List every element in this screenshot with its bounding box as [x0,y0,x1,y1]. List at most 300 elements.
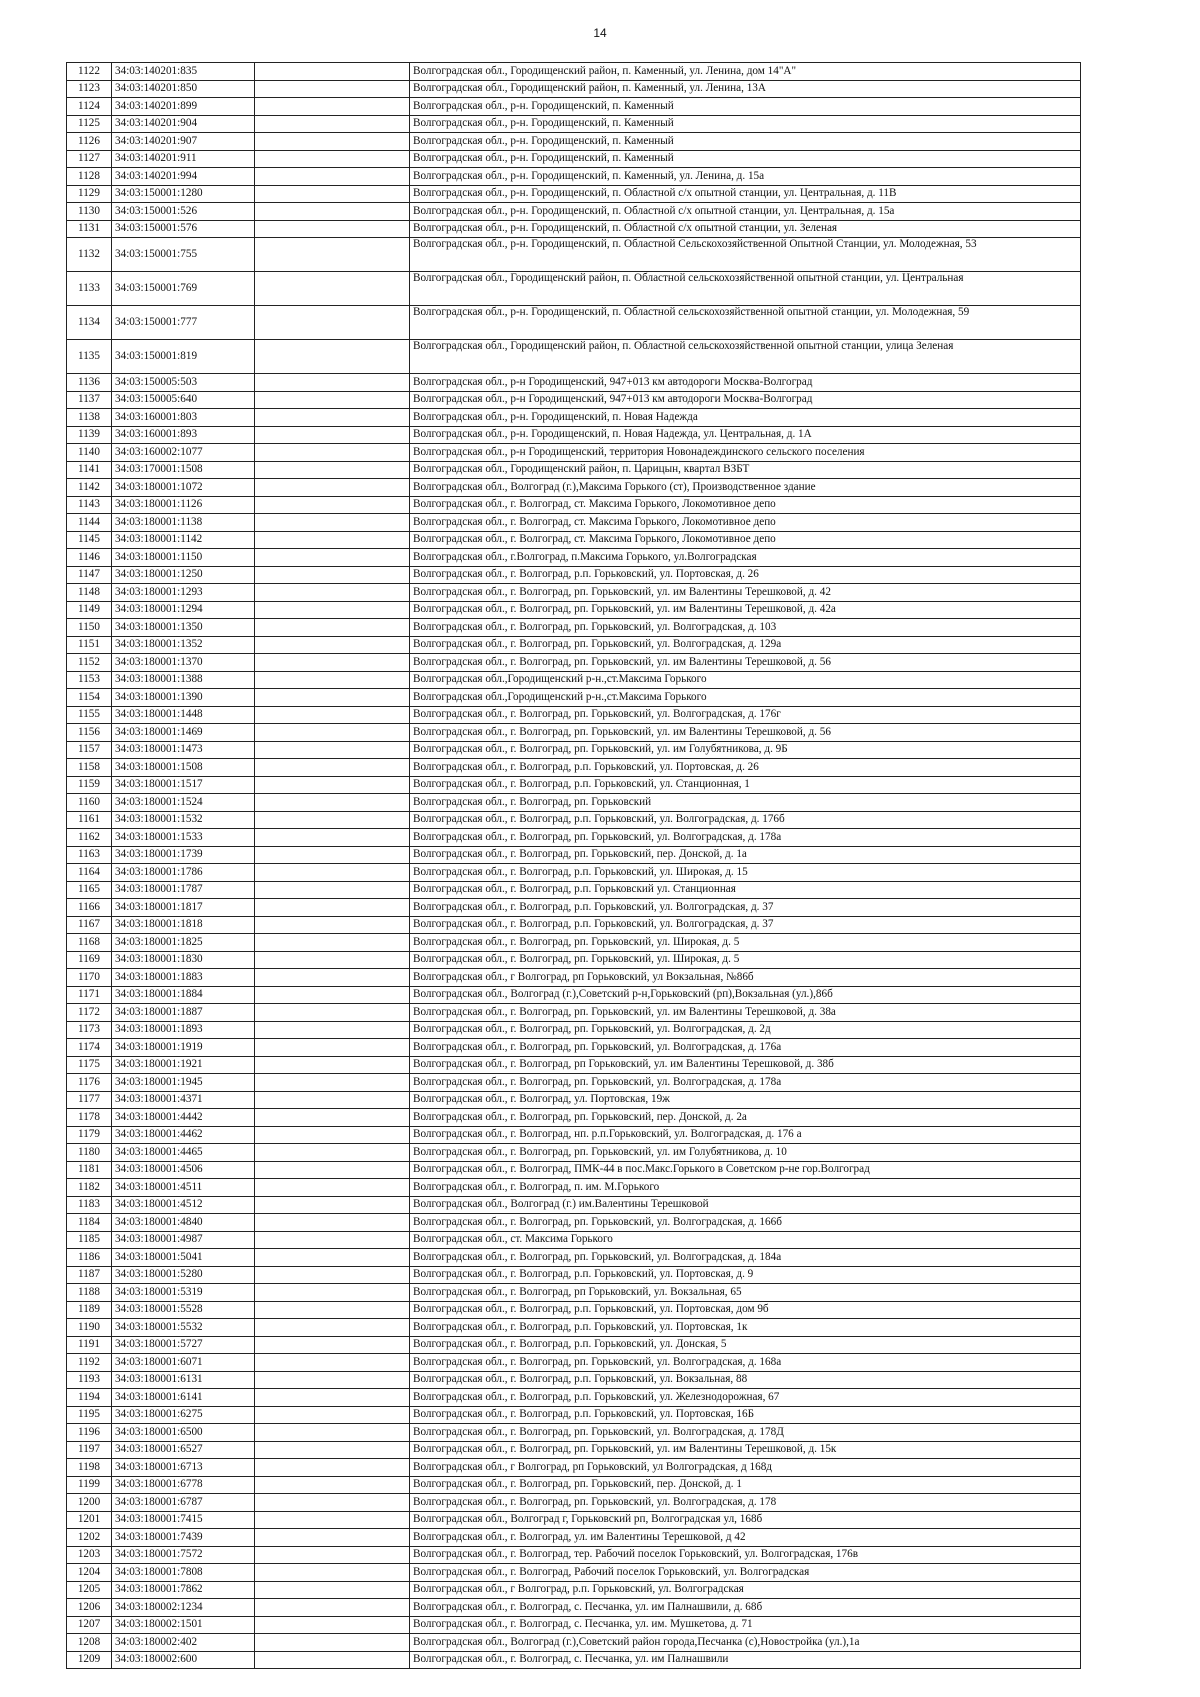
row-number-cell: 1153 [67,671,112,689]
table-row [67,1354,1081,1372]
row-number-cell: 1132 [67,238,112,272]
table-row [67,479,1081,497]
table-row [67,63,1081,81]
empty-cell [255,1441,410,1459]
row-number-cell: 1188 [67,1284,112,1302]
table-row [67,203,1081,221]
cadastral-number-cell: 34:03:140201:850 [112,80,255,98]
address-cell: Волгоградская обл., г. Волгоград, р.п. Горьковский, ул. Железнодорожная, 67 [410,1389,1081,1407]
table-row [67,619,1081,637]
cadastral-number-cell: 34:03:180002:402 [112,1634,255,1652]
address-cell: Волгоградская обл., г.Волгоград, п.Максима Горького, ул.Волгоградская [410,549,1081,567]
table-row [67,496,1081,514]
empty-cell [255,133,410,151]
cadastral-number-cell: 34:03:180001:4840 [112,1214,255,1232]
table-row [67,934,1081,952]
row-number-cell: 1156 [67,724,112,742]
empty-cell [255,881,410,899]
empty-cell [255,1476,410,1494]
row-number-cell: 1184 [67,1214,112,1232]
table-row [67,671,1081,689]
empty-cell [255,80,410,98]
row-number-cell: 1181 [67,1161,112,1179]
cadastral-number-cell: 34:03:140201:907 [112,133,255,151]
row-number-cell: 1180 [67,1144,112,1162]
row-number-cell: 1190 [67,1319,112,1337]
cadastral-number-cell: 34:03:180001:1294 [112,601,255,619]
address-cell: Волгоградская обл., р-н. Городищенский, п. Областной с/х опытной станции, ул. Центральная, д. 15а [410,203,1081,221]
empty-cell [255,811,410,829]
empty-cell [255,1581,410,1599]
row-number-cell: 1191 [67,1336,112,1354]
cadastral-number-cell: 34:03:180001:6778 [112,1476,255,1494]
row-number-cell: 1145 [67,531,112,549]
table-row [67,1021,1081,1039]
row-number-cell: 1170 [67,969,112,987]
address-cell: Волгоградская обл., г. Волгоград, Рабочий поселок Горьковский, ул. Волгоградская [410,1564,1081,1582]
table-row [67,1284,1081,1302]
table-row [67,1599,1081,1617]
empty-cell [255,759,410,777]
address-cell: Волгоградская обл., г. Волгоград, рп. Горьковский, ул. Волгоградская, д. 178а [410,829,1081,847]
empty-cell [255,1074,410,1092]
empty-cell [255,619,410,637]
empty-cell [255,636,410,654]
row-number-cell: 1209 [67,1651,112,1669]
cadastral-number-cell: 34:03:150001:769 [112,272,255,306]
empty-cell [255,951,410,969]
table-row [67,724,1081,742]
row-number-cell: 1135 [67,340,112,374]
cadastral-number-cell: 34:03:180001:1830 [112,951,255,969]
empty-cell [255,1161,410,1179]
cadastral-number-cell: 34:03:180001:5280 [112,1266,255,1284]
empty-cell [255,496,410,514]
table-row [67,1266,1081,1284]
cadastral-number-cell: 34:03:180001:4987 [112,1231,255,1249]
table-row [67,1371,1081,1389]
row-number-cell: 1163 [67,846,112,864]
empty-cell [255,1546,410,1564]
row-number-cell: 1164 [67,864,112,882]
table-row [67,1459,1081,1477]
empty-cell [255,671,410,689]
table-row [67,1214,1081,1232]
row-number-cell: 1122 [67,63,112,81]
empty-cell [255,461,410,479]
empty-cell [255,1529,410,1547]
empty-cell [255,531,410,549]
row-number-cell: 1152 [67,654,112,672]
row-number-cell: 1148 [67,584,112,602]
table-row [67,1441,1081,1459]
address-cell: Волгоградская обл., г. Волгоград, р.п. Горьковский, ул. Донская, 5 [410,1336,1081,1354]
table-row [67,566,1081,584]
row-number-cell: 1178 [67,1109,112,1127]
address-cell: Волгоградская обл., г. Волгоград, рп. Горьковский, ул. Волгоградская, д. 129а [410,636,1081,654]
empty-cell [255,654,410,672]
table-row [67,1511,1081,1529]
cadastral-number-cell: 34:03:180002:1234 [112,1599,255,1617]
cadastral-number-cell: 34:03:180001:1817 [112,899,255,917]
address-cell: Волгоградская обл., г. Волгоград, ст. Максима Горького, Локомотивное депо [410,514,1081,532]
row-number-cell: 1200 [67,1494,112,1512]
empty-cell [255,203,410,221]
address-cell: Волгоградская обл., р-н. Городищенский, п. Каменный [410,150,1081,168]
address-cell: Волгоградская обл., р-н. Городищенский, п. Каменный [410,133,1081,151]
address-cell: Волгоградская обл., г. Волгоград, ул. Портовская, 19ж [410,1091,1081,1109]
address-cell: Волгоградская обл., р-н. Городищенский, п. Каменный [410,98,1081,116]
empty-cell [255,1266,410,1284]
cadastral-number-cell: 34:03:180001:4506 [112,1161,255,1179]
cadastral-number-cell: 34:03:160001:893 [112,426,255,444]
row-number-cell: 1129 [67,185,112,203]
cadastral-number-cell: 34:03:180001:1126 [112,496,255,514]
address-cell: Волгоградская обл., г. Волгоград, рп. Горьковский, пер. Донской, д. 1 [410,1476,1081,1494]
cadastral-number-cell: 34:03:180001:5041 [112,1249,255,1267]
table-row [67,1616,1081,1634]
empty-cell [255,584,410,602]
table-row [67,829,1081,847]
row-number-cell: 1158 [67,759,112,777]
cadastral-number-cell: 34:03:140201:911 [112,150,255,168]
empty-cell [255,1651,410,1669]
cadastral-number-cell: 34:03:180001:1787 [112,881,255,899]
table-row [67,706,1081,724]
empty-cell [255,150,410,168]
cadastral-number-cell: 34:03:150001:819 [112,340,255,374]
row-number-cell: 1205 [67,1581,112,1599]
row-number-cell: 1131 [67,220,112,238]
cadastral-number-cell: 34:03:180001:5528 [112,1301,255,1319]
address-cell: Волгоградская обл., г. Волгоград, рп. Горьковский, ул. им Валентины Терешковой, д. 56 [410,724,1081,742]
cadastral-number-cell: 34:03:150001:526 [112,203,255,221]
table-row [67,272,1081,306]
address-cell: Волгоградская обл.,Городищенский р-н.,ст.Максима Горького [410,671,1081,689]
cadastral-number-cell: 34:03:180001:1524 [112,794,255,812]
row-number-cell: 1166 [67,899,112,917]
row-number-cell: 1157 [67,741,112,759]
cadastral-number-cell: 34:03:150001:1280 [112,185,255,203]
empty-cell [255,1109,410,1127]
table-row [67,514,1081,532]
table-row [67,1179,1081,1197]
empty-cell [255,444,410,462]
row-number-cell: 1146 [67,549,112,567]
address-cell: Волгоградская обл., г. Волгоград, ст. Максима Горького, Локомотивное депо [410,496,1081,514]
cadastral-number-cell: 34:03:180001:6141 [112,1389,255,1407]
cadastral-number-cell: 34:03:150001:755 [112,238,255,272]
table-row [67,115,1081,133]
empty-cell [255,1389,410,1407]
cadastral-number-cell: 34:03:180001:7439 [112,1529,255,1547]
empty-cell [255,1599,410,1617]
row-number-cell: 1150 [67,619,112,637]
empty-cell [255,115,410,133]
cadastral-number-cell: 34:03:180001:4462 [112,1126,255,1144]
row-number-cell: 1155 [67,706,112,724]
row-number-cell: 1169 [67,951,112,969]
table-row [67,1301,1081,1319]
cadastral-number-cell: 34:03:180001:1072 [112,479,255,497]
cadastral-number-cell: 34:03:180001:4465 [112,1144,255,1162]
row-number-cell: 1138 [67,409,112,427]
address-cell: Волгоградская обл., г. Волгоград, рп. Горьковский, ул. Волгоградская, д. 2д [410,1021,1081,1039]
address-cell: Волгоградская обл., Волгоград (г.),Советский район города,Песчанка (с),Новостройка (ул.),1а [410,1634,1081,1652]
empty-cell [255,794,410,812]
cadastral-registry-table [66,62,1081,1669]
empty-cell [255,1336,410,1354]
empty-cell [255,238,410,272]
empty-cell [255,185,410,203]
empty-cell [255,1511,410,1529]
row-number-cell: 1172 [67,1004,112,1022]
empty-cell [255,272,410,306]
address-cell: Волгоградская обл., г. Волгоград, рп. Горьковский, пер. Донской, д. 1а [410,846,1081,864]
cadastral-number-cell: 34:03:150001:576 [112,220,255,238]
table-row [67,1196,1081,1214]
empty-cell [255,776,410,794]
table-row [67,864,1081,882]
address-cell: Волгоградская обл., р-н Городищенский, территория Новонадеждинского сельского поселения [410,444,1081,462]
table-row [67,374,1081,392]
cadastral-number-cell: 34:03:150005:503 [112,374,255,392]
cadastral-number-cell: 34:03:180001:6275 [112,1406,255,1424]
cadastral-number-cell: 34:03:180001:4442 [112,1109,255,1127]
empty-cell [255,1301,410,1319]
empty-cell [255,566,410,584]
address-cell: Волгоградская обл., г. Волгоград, р.п. Горьковский, ул. Волгоградская, д. 176б [410,811,1081,829]
address-cell: Волгоградская обл., г. Волгоград, р.п. Горьковский, ул. Волгоградская, д. 37 [410,899,1081,917]
row-number-cell: 1130 [67,203,112,221]
row-number-cell: 1124 [67,98,112,116]
cadastral-number-cell: 34:03:180001:1350 [112,619,255,637]
table-row [67,238,1081,272]
table-row [67,951,1081,969]
cadastral-number-cell: 34:03:180001:1883 [112,969,255,987]
row-number-cell: 1137 [67,391,112,409]
row-number-cell: 1168 [67,934,112,952]
empty-cell [255,846,410,864]
table-row [67,1319,1081,1337]
table-row [67,654,1081,672]
row-number-cell: 1160 [67,794,112,812]
row-number-cell: 1193 [67,1371,112,1389]
row-number-cell: 1127 [67,150,112,168]
row-number-cell: 1194 [67,1389,112,1407]
cadastral-number-cell: 34:03:180001:1945 [112,1074,255,1092]
cadastral-number-cell: 34:03:180001:1370 [112,654,255,672]
address-cell: Волгоградская обл., г. Волгоград, р.п. Горьковский, ул. Волгоградская, д. 37 [410,916,1081,934]
empty-cell [255,1091,410,1109]
address-cell: Волгоградская обл., Волгоград (г.) им.Валентины Терешковой [410,1196,1081,1214]
cadastral-number-cell: 34:03:180001:1532 [112,811,255,829]
empty-cell [255,1459,410,1477]
empty-cell [255,986,410,1004]
table-row [67,1336,1081,1354]
address-cell: Волгоградская обл., г. Волгоград, с. Песчанка, ул. им Палнашвили [410,1651,1081,1669]
address-cell: Волгоградская обл., г. Волгоград, р.п. Горьковский, ул. Портовская, д. 26 [410,759,1081,777]
cadastral-number-cell: 34:03:180002:1501 [112,1616,255,1634]
cadastral-number-cell: 34:03:140201:835 [112,63,255,81]
table-row [67,689,1081,707]
empty-cell [255,1144,410,1162]
row-number-cell: 1126 [67,133,112,151]
empty-cell [255,916,410,934]
address-cell: Волгоградская обл., г. Волгоград, р.п. Горьковский, ул. Вокзальная, 88 [410,1371,1081,1389]
table-row [67,916,1081,934]
empty-cell [255,409,410,427]
address-cell: Волгоградская обл., г. Волгоград, рп. Горьковский, ул. им Валентины Терешковой, д. 56 [410,654,1081,672]
address-cell: Волгоградская обл., Волгоград г, Горьковский рп, Волгоградская ул, 168б [410,1511,1081,1529]
row-number-cell: 1162 [67,829,112,847]
address-cell: Волгоградская обл., г. Волгоград, ст. Максима Горького, Локомотивное депо [410,531,1081,549]
table-row [67,80,1081,98]
row-number-cell: 1204 [67,1564,112,1582]
row-number-cell: 1144 [67,514,112,532]
row-number-cell: 1207 [67,1616,112,1634]
table-row [67,185,1081,203]
table-row [67,1476,1081,1494]
cadastral-number-cell: 34:03:180001:1142 [112,531,255,549]
table-row [67,776,1081,794]
table-row [67,741,1081,759]
table-row [67,220,1081,238]
cadastral-number-cell: 34:03:140201:904 [112,115,255,133]
table-row [67,899,1081,917]
table-row [67,549,1081,567]
empty-cell [255,1196,410,1214]
table-row [67,409,1081,427]
empty-cell [255,1616,410,1634]
cadastral-number-cell: 34:03:180001:1390 [112,689,255,707]
address-cell: Волгоградская обл., г. Волгоград, с. Песчанка, ул. им. Мушкетова, д. 71 [410,1616,1081,1634]
table-row [67,1109,1081,1127]
address-cell: Волгоградская обл., Городищенский район, п. Каменный, ул. Ленина, дом 14"А" [410,63,1081,81]
cadastral-number-cell: 34:03:180001:1786 [112,864,255,882]
cadastral-number-cell: 34:03:140201:899 [112,98,255,116]
address-cell: Волгоградская обл., г. Волгоград, р.п. Горьковский ул. Станционная [410,881,1081,899]
address-cell: Волгоградская обл., г. Волгоград, рп. Горьковский, ул. им Валентины Терешковой, д. 42а [410,601,1081,619]
table-row [67,1056,1081,1074]
row-number-cell: 1173 [67,1021,112,1039]
empty-cell [255,899,410,917]
table-row [67,444,1081,462]
table-row [67,1126,1081,1144]
address-cell: Волгоградская обл., г Волгоград, рп Горьковский, ул Волгоградская, д 168д [410,1459,1081,1477]
table-row [67,636,1081,654]
cadastral-number-cell: 34:03:180001:1138 [112,514,255,532]
cadastral-number-cell: 34:03:180001:5727 [112,1336,255,1354]
row-number-cell: 1189 [67,1301,112,1319]
address-cell: Волгоградская обл., г. Волгоград, рп. Горьковский, пер. Донской, д. 2а [410,1109,1081,1127]
row-number-cell: 1128 [67,168,112,186]
row-number-cell: 1206 [67,1599,112,1617]
row-number-cell: 1202 [67,1529,112,1547]
address-cell: Волгоградская обл., г. Волгоград, р.п. Горьковский, ул. Станционная, 1 [410,776,1081,794]
address-cell: Волгоградская обл., р-н Городищенский, 947+013 км автодороги Москва-Волгоград [410,374,1081,392]
empty-cell [255,934,410,952]
row-number-cell: 1154 [67,689,112,707]
empty-cell [255,829,410,847]
cadastral-number-cell: 34:03:180001:1293 [112,584,255,602]
registry-table-body [67,63,1081,1669]
table-row [67,1564,1081,1582]
empty-cell [255,601,410,619]
address-cell: Волгоградская обл., г. Волгоград, рп. Горьковский, ул. Волгоградская, д. 168а [410,1354,1081,1372]
cadastral-number-cell: 34:03:180001:7415 [112,1511,255,1529]
address-cell: Волгоградская обл., г Волгоград, р.п. Горьковский, ул. Волгоградская [410,1581,1081,1599]
address-cell: Волгоградская обл., г. Волгоград, тер. Рабочий поселок Горьковский, ул. Волгоградская, 176в [410,1546,1081,1564]
cadastral-number-cell: 34:03:160001:803 [112,409,255,427]
table-row [67,1529,1081,1547]
cadastral-number-cell: 34:03:180001:6131 [112,1371,255,1389]
address-cell: Волгоградская обл., ст. Максима Горького [410,1231,1081,1249]
table-row [67,794,1081,812]
empty-cell [255,741,410,759]
address-cell: Волгоградская обл., г. Волгоград, р.п. Горьковский, ул. Широкая, д. 15 [410,864,1081,882]
row-number-cell: 1133 [67,272,112,306]
row-number-cell: 1196 [67,1424,112,1442]
table-row [67,1161,1081,1179]
row-number-cell: 1176 [67,1074,112,1092]
cadastral-number-cell: 34:03:180001:1921 [112,1056,255,1074]
empty-cell [255,1634,410,1652]
table-row [67,1004,1081,1022]
cadastral-number-cell: 34:03:180001:1473 [112,741,255,759]
empty-cell [255,514,410,532]
table-row [67,584,1081,602]
address-cell: Волгоградская обл., г. Волгоград, р.п. Горьковский, ул. Портовская, 16Б [410,1406,1081,1424]
cadastral-number-cell: 34:03:140201:994 [112,168,255,186]
address-cell: Волгоградская обл., р-н. Городищенский, п. Областной Сельскохозяйственной Опытной Станции, ул. Молодежная, 53 [410,238,1081,272]
cadastral-number-cell: 34:03:180001:1818 [112,916,255,934]
address-cell: Волгоградская обл., Городищенский район, п. Царицын, квартал ВЗБТ [410,461,1081,479]
empty-cell [255,340,410,374]
empty-cell [255,426,410,444]
address-cell: Волгоградская обл., Волгоград (г.),Советский р-н,Горьковский (рп),Вокзальная (ул.),86б [410,986,1081,1004]
row-number-cell: 1159 [67,776,112,794]
empty-cell [255,1284,410,1302]
table-row [67,461,1081,479]
address-cell: Волгоградская обл., г. Волгоград, рп. Горьковский, ул. Волгоградская, д. 166б [410,1214,1081,1232]
table-row [67,1546,1081,1564]
address-cell: Волгоградская обл., г. Волгоград, рп. Горьковский, ул. Волгоградская, д. 103 [410,619,1081,637]
row-number-cell: 1183 [67,1196,112,1214]
row-number-cell: 1175 [67,1056,112,1074]
row-number-cell: 1186 [67,1249,112,1267]
row-number-cell: 1161 [67,811,112,829]
address-cell: Волгоградская обл., г. Волгоград, рп. Горьковский, ул. Волгоградская, д. 184а [410,1249,1081,1267]
row-number-cell: 1141 [67,461,112,479]
empty-cell [255,168,410,186]
table-row [67,846,1081,864]
address-cell: Волгоградская обл., р-н. Городищенский, п. Каменный, ул. Ленина, д. 15а [410,168,1081,186]
address-cell: Волгоградская обл., р-н Городищенский, 947+013 км автодороги Москва-Волгоград [410,391,1081,409]
cadastral-number-cell: 34:03:170001:1508 [112,461,255,479]
address-cell: Волгоградская обл., г. Волгоград, рп. Горьковский, ул. Волгоградская, д. 176а [410,1039,1081,1057]
address-cell: Волгоградская обл., г. Волгоград, рп. Горьковский, ул. им Голубятникова, д. 9Б [410,741,1081,759]
table-row [67,391,1081,409]
row-number-cell: 1139 [67,426,112,444]
table-row [67,759,1081,777]
address-cell: Волгоградская обл., г. Волгоград, нп. р.п.Горьковский, ул. Волгоградская, д. 176 а [410,1126,1081,1144]
address-cell: Волгоградская обл., р-н. Городищенский, п. Областной с/х опытной станции, ул. Центральная, д. 11В [410,185,1081,203]
row-number-cell: 1201 [67,1511,112,1529]
cadastral-number-cell: 34:03:180001:7572 [112,1546,255,1564]
cadastral-number-cell: 34:03:180001:1388 [112,671,255,689]
row-number-cell: 1140 [67,444,112,462]
